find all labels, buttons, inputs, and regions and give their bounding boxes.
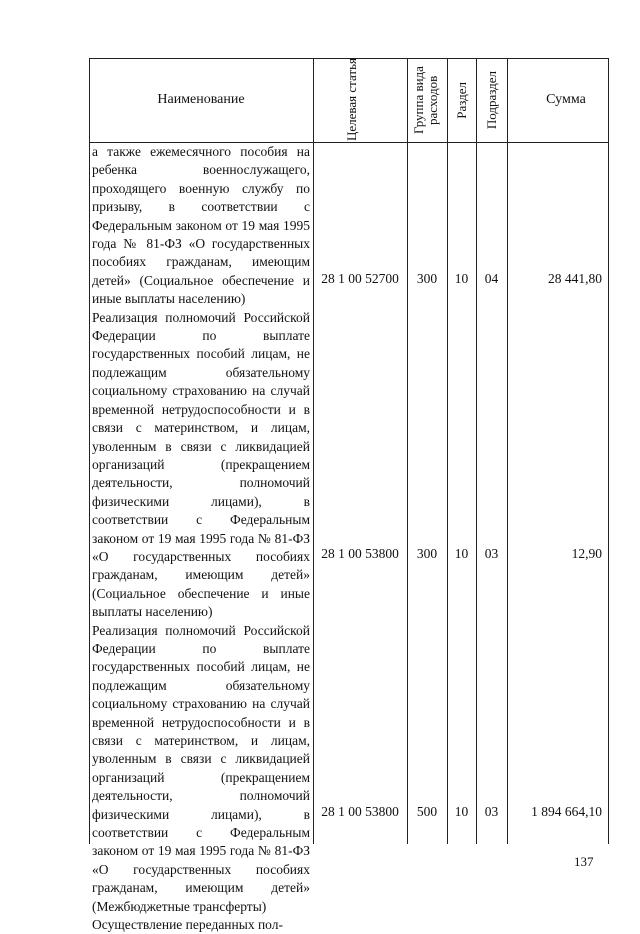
column-divider-target (407, 58, 408, 844)
table-row-name: а также ежемесячного пособия на ребенка военнослужащего, проходящего военную службу по призыву, в соответствии с Федеральным законом от 19 мая 1995 года № 81-ФЗ «О государственных пособиях гражданам, имеющим детей» (Социальное обеспечение и иные выплаты населению) (92, 144, 310, 307)
row-2-target: 28 1 00 53800 (321, 546, 399, 561)
column-divider-subsection (507, 58, 508, 844)
row-1-subsection: 04 (484, 271, 499, 286)
header-group: Группа вида расходов (411, 66, 440, 134)
header-target: Целевая статья (344, 58, 359, 142)
table-right-border (608, 58, 609, 844)
table-row-name: Осуществление переданных пол- (92, 917, 283, 933)
row-3-group: 500 (416, 804, 438, 819)
row-3-sum: 1 894 664,10 (531, 804, 602, 819)
row-1-sum: 28 441,80 (548, 271, 602, 286)
row-1-group: 300 (416, 271, 438, 286)
row-3-target: 28 1 00 53800 (321, 804, 399, 819)
column-divider-name (313, 58, 314, 844)
page-number: 137 (574, 854, 594, 869)
row-2-sum: 12,90 (571, 546, 602, 561)
row-2-subsection: 03 (484, 546, 499, 561)
row-2-group: 300 (416, 546, 438, 561)
column-divider-group (447, 58, 448, 844)
header-name: Наименование (157, 92, 245, 107)
header-sum: Сумма (546, 92, 586, 107)
header-subsection: Подраздел (483, 70, 499, 130)
row-2-section: 10 (454, 546, 469, 561)
name-column (92, 143, 310, 934)
table-left-border (89, 58, 90, 844)
row-1-section: 10 (454, 271, 469, 286)
header-section: Раздел (453, 81, 469, 119)
row-3-subsection: 03 (484, 804, 499, 819)
header-group-cell (407, 58, 447, 142)
row-1-target: 28 1 00 52700 (321, 271, 399, 286)
header-target-cell (313, 58, 407, 142)
column-divider-section (476, 58, 477, 844)
header-section-cell (447, 58, 476, 142)
table-row-name: Реализация полномочий Российской Федерации по выплате государственных пособий лицам, не подлежащим обязательному социальному страхованию на случай временной нетрудоспособности и в связи с материнством, и лицам, уволенным в связи с ликвидацией организаций (прекращением деятельности, полномочий физическими лицами), в соответствии с Федеральным законом от 19 мая 1995 года № 81-ФЗ «О государственных пособиях гражданам, имеющим детей» (Социальное обеспечение и иные выплаты населению) (92, 309, 310, 620)
header-subsection-cell (476, 58, 507, 142)
row-3-section: 10 (454, 804, 469, 819)
table-row-name: Реализация полномочий Российской Федерации по выплате государственных пособий лицам, не подлежащим обязательному социальному страхованию на случай временной нетрудоспособности и в связи с материнством, и лицам, уволенным в связи с ликвидацией организаций (прекращением деятельности, полномочий физическими лицами), в соответствии с Федеральным законом от 19 мая 1995 года № 81-ФЗ «О государственных пособиях гражданам, имеющим детей» (Межбюджетные трансферты) (92, 622, 310, 914)
